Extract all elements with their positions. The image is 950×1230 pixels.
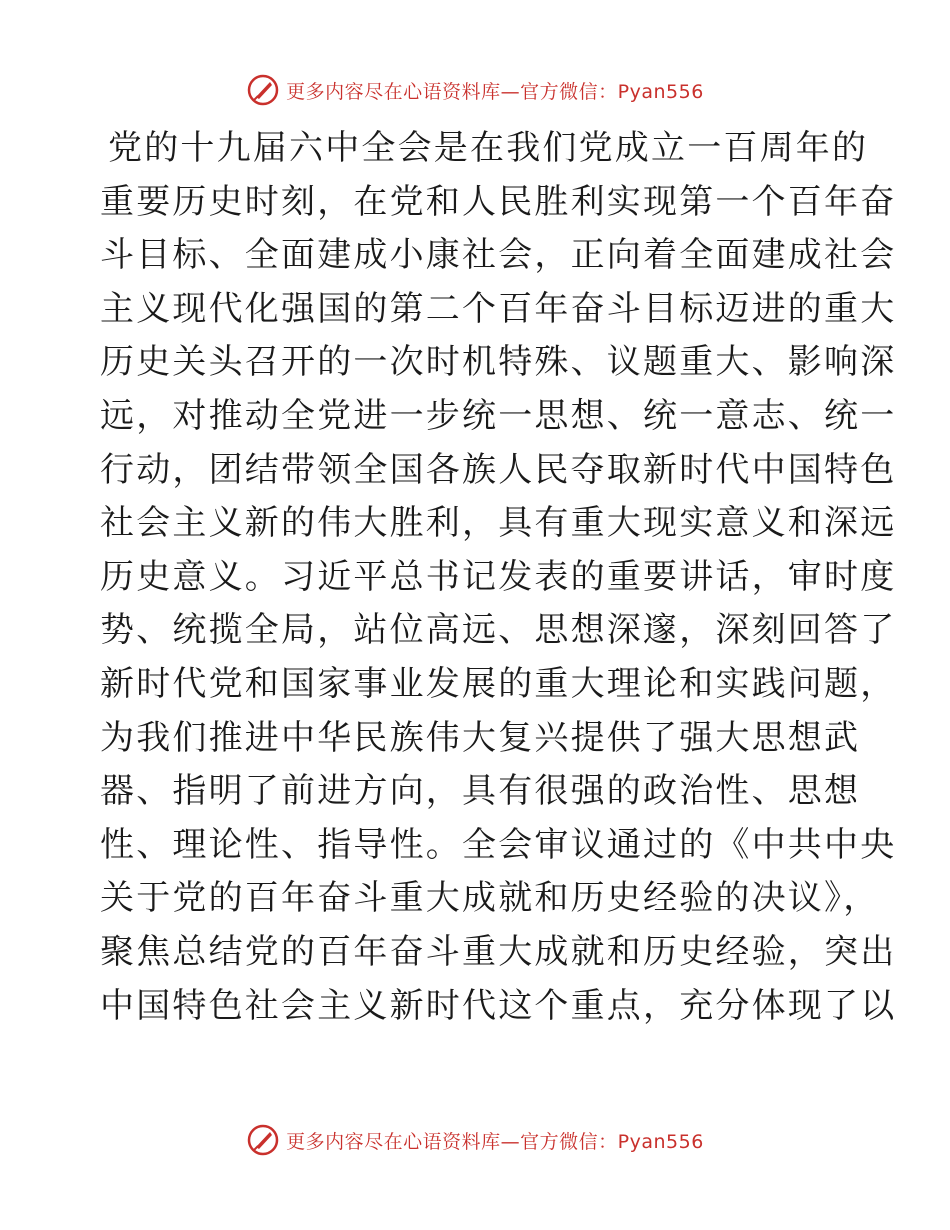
body-line: 器、指明了前进方向，具有很强的政治性、思想 [100, 771, 861, 812]
body-line: 行动，团结带领全国各族人民夺取新时代中国特色 [100, 449, 897, 490]
body-line: 远，对推动全党进一步统一思想、统一意志、统一 [100, 395, 897, 436]
header-watermark-banner [0, 70, 950, 110]
body-line: 性、理论性、指导性。全会审议通过的《中共中央 [100, 824, 897, 865]
body-line: 关于党的百年奋斗重大成就和历史经验的决议》， [100, 878, 880, 919]
body-line: 主义现代化强国的第二个百年奋斗目标迈进的重大 [100, 288, 897, 329]
footer-watermark-banner [0, 1120, 950, 1160]
body-line: 社会主义新的伟大胜利，具有重大现实意义和深远 [100, 503, 897, 544]
body-line: 新时代党和国家事业发展的重大理论和实践问题， [100, 663, 897, 704]
body-line: 斗目标、全面建成小康社会，正向着全面建成社会 [100, 235, 897, 276]
quill-logo-icon [246, 73, 280, 107]
document-body [100, 122, 897, 1033]
header-banner-text: 更多内容尽在心语资料库—官方微信：Pyan556 [286, 80, 704, 103]
body-line: 为我们推进中华民族伟大复兴提供了强大思想武 [100, 717, 861, 758]
body-line: 重要历史时刻，在党和人民胜利实现第一个百年奋 [100, 181, 897, 222]
body-line: 中国特色社会主义新时代这个重点，充分体现了以 [100, 985, 897, 1026]
footer-banner-text: 更多内容尽在心语资料库—官方微信：Pyan556 [286, 1130, 704, 1153]
body-line: 党的十九届六中全会是在我们党成立一百周年的 [108, 128, 869, 168]
quill-logo-icon [246, 1123, 280, 1157]
body-line: 历史关头召开的一次时机特殊、议题重大、影响深 [100, 342, 897, 383]
body-line: 聚焦总结党的百年奋斗重大成就和历史经验，突出 [100, 931, 897, 972]
body-line: 势、统揽全局，站位高远、思想深邃，深刻回答了 [100, 610, 897, 651]
body-line: 历史意义。习近平总书记发表的重要讲话，审时度 [100, 556, 897, 597]
